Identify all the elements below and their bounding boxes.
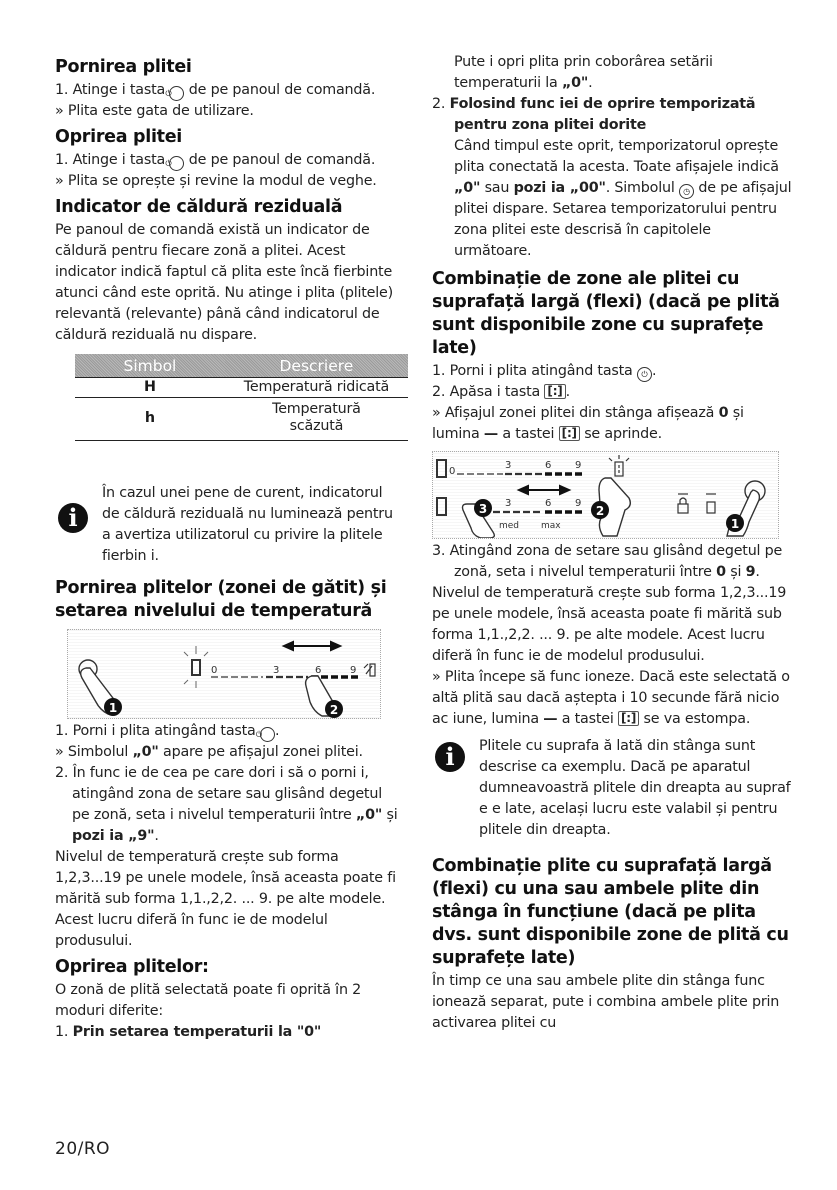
turn-off-step-2-title: 2. Folosind func iei de oprire temporizată pentru zona plitei dorite bbox=[432, 96, 756, 133]
slider-tick-label: 6 bbox=[315, 665, 322, 676]
flexi-zone-icon bbox=[364, 664, 375, 676]
double-arrow-icon bbox=[284, 642, 340, 650]
power-icon: ⏻ bbox=[260, 727, 275, 742]
power-icon: ⏻ bbox=[169, 86, 184, 101]
flexi-panel-illustration bbox=[433, 452, 778, 538]
timer-key-icon bbox=[706, 494, 716, 513]
callout-1-label: 1 bbox=[730, 517, 740, 531]
table-row bbox=[75, 398, 408, 441]
flexi-step-3: 3. Atingând zona de setare sau glisând degetul pe zonă, seta i nivelul temperaturii între 0 și 9. bbox=[432, 543, 783, 580]
info-note-power-failure: i În cazul unei pene de curent, indicatorul de căldură reziduală nu luminează pentru a avertiza utilizatorul cu privire la plitele fierbin i. bbox=[55, 483, 400, 567]
slider-tick-label: 3 bbox=[505, 498, 512, 509]
slider-tick-label: 6 bbox=[545, 460, 552, 471]
info-icon: i bbox=[435, 742, 465, 772]
section-title-turn-off-zones: Oprirea plitelor: bbox=[55, 957, 209, 977]
section-title-stop-hob: Oprirea plitei bbox=[55, 127, 182, 147]
result-start-hob: » Plita este gata de utilizare. bbox=[55, 103, 254, 119]
section-title-turn-on-zones: Pornirea plitelor (zonei de gătit) și setarea nivelului de temperatură bbox=[55, 578, 387, 621]
table-row bbox=[75, 378, 408, 398]
info-note-left-zones: i Plitele cu suprafa ă lată din stânga sunt descrise ca exemplu. Dacă pe aparatul dumneavoastră plitele din dreapta au supraf e e late, același lucru este valabil și pentru plitele din dreapta. bbox=[432, 736, 792, 841]
double-arrow-icon bbox=[519, 486, 569, 494]
left-column bbox=[55, 52, 400, 1043]
result-stop-hob: » Plita se oprește și revine la modul de veghe. bbox=[55, 173, 377, 189]
flexi-result-2: » Plita începe să func ioneze. Dacă este selectată o altă plită sau dacă aștepta i 10 secunde fără nicio ac iune, lumina — a tastei [:] se va estompa. bbox=[432, 669, 790, 727]
section-title-flexi-combination: Combinație plite cu suprafață largă (flexi) cu una sau ambele plite din stânga în funcțiune (dacă pe plita dvs. sunt disponibile zone de plită cu suprafețe late) bbox=[432, 856, 789, 968]
table-header-description: Descriere bbox=[225, 354, 408, 378]
step-start-hob: 1. Atinge i tasta ⏻ de pe panoul de comandă. bbox=[55, 80, 400, 101]
light-dash-icon: — bbox=[483, 426, 499, 442]
residual-heat-body: Pe panoul de comandă există un indicator de căldură pentru fiecare zonă a plitei. Acest indicator indică faptul că plita este încă fierbinte atunci când este oprită. Nu atinge i plita (plitele) relevantă (relevante) până când indicatorul de căldură reziduală nu dispare. bbox=[55, 222, 393, 343]
zone-display-icon bbox=[437, 498, 446, 515]
step-1-turn-on: 1. Porni i plita atingând tasta ⏻ . bbox=[55, 721, 400, 742]
flexi-step-2: 2. Apăsa i tasta [:] . bbox=[432, 384, 570, 400]
turn-off-step-1: 1. Prin setarea temperaturii la "0" bbox=[55, 1024, 322, 1040]
power-icon: ⏻ bbox=[637, 367, 652, 382]
section-title-flexi-zone: Combinație de zone ale plitei cu suprafață largă (flexi) (dacă pe plită sunt disponibile zone cu suprafețe late) bbox=[432, 269, 780, 358]
slider-tick-label: 0 bbox=[449, 466, 456, 477]
flexi-combination-body: În timp ce una sau ambele plite din stânga func ionează separat, pute i combina ambele plite prin activarea plitei cu bbox=[432, 973, 780, 1031]
control-panel-figure bbox=[67, 629, 381, 719]
temperature-level-body: Nivelul de temperatură crește sub forma 1,2,3...19 pe unele modele, însă aceasta poate fi mărită sub forma 1,1.,2,2. ... 9. pe alte modele. Acest lucru diferă în func ie de modelul produsului. bbox=[55, 849, 396, 949]
section-title-residual-heat: Indicator de căldură reziduală bbox=[55, 197, 343, 217]
flexi-result-1: » Afișajul zonei plitei din stânga afișează 0 și lumina — a tastei [:] se aprinde. bbox=[432, 405, 744, 442]
flexi-step-1: 1. Porni i plita atingând tasta ⏻ . bbox=[432, 361, 792, 382]
callout-1-label: 1 bbox=[108, 701, 118, 715]
turn-off-body: O zonă de plită selectată poate fi oprită în 2 moduri diferite: bbox=[55, 982, 362, 1019]
page-number: 20/RO bbox=[55, 1139, 111, 1159]
info-icon: i bbox=[58, 503, 88, 533]
light-dash-icon: — bbox=[543, 711, 558, 727]
callout-2-label: 2 bbox=[329, 703, 339, 717]
zone-display-icon bbox=[192, 660, 200, 675]
display-glow-icon bbox=[184, 646, 208, 688]
max-label: max bbox=[541, 521, 561, 531]
table-cell-description: Temperatură scăzută bbox=[225, 398, 408, 441]
timer-icon: ◷ bbox=[679, 184, 694, 199]
slider-tick-label: 0 bbox=[211, 665, 218, 676]
slider-tick-label: 9 bbox=[575, 498, 582, 509]
result-1-turn-on: » Simbolul „0" apare pe afișajul zonei plitei. bbox=[55, 744, 363, 760]
flexi-key-icon: [:] bbox=[544, 384, 565, 399]
slider-tick-label: 9 bbox=[575, 460, 582, 471]
power-icon: ⏻ bbox=[169, 156, 184, 171]
flexi-key-icon bbox=[609, 455, 629, 476]
flexi-temperature-body: Nivelul de temperatură crește sub forma 1,2,3...19 pe unele modele, însă aceasta poate fi mărită sub forma 1,1.,2,2. ... 9. pe alte modele. Acest lucru diferă în func ie de modelul produsului. bbox=[432, 585, 787, 664]
lock-icon bbox=[678, 494, 688, 513]
med-label: med bbox=[499, 521, 520, 531]
control-panel-illustration bbox=[68, 630, 380, 718]
table-cell-symbol: H bbox=[75, 378, 225, 398]
step-2-set-level: 2. În func ie de cea pe care dori i să o porni i, atingând zona de setare sau glisând degetul pe zonă, seta i nivelul temperaturii între „0" și pozi ia „9". bbox=[55, 765, 398, 844]
flexi-key-icon: [:] bbox=[618, 711, 639, 726]
right-column bbox=[432, 52, 792, 1034]
step-stop-hob: 1. Atinge i tasta ⏻ de pe panoul de comandă. bbox=[55, 150, 400, 171]
table-cell-description: Temperatură ridicată bbox=[225, 378, 408, 398]
slider-tick-label: 9 bbox=[350, 665, 357, 676]
table-cell-symbol: h bbox=[75, 398, 225, 441]
residual-heat-table bbox=[75, 354, 408, 441]
callout-3-label: 3 bbox=[478, 502, 488, 516]
flexi-key-icon: [:] bbox=[559, 426, 580, 441]
table-header-symbol: Simbol bbox=[75, 354, 225, 378]
callout-2-label: 2 bbox=[595, 504, 605, 518]
zone-display-icon bbox=[437, 460, 446, 477]
turn-off-step-2-body: Când timpul este oprit, temporizatorul oprește plita conectată la acesta. Toate afișajele indică „0" sau pozi ia „00". Simbolul ◷ de pe afișajul plitei dispare. Setarea temporizatorului pentru zona plitei este descrisă în capitolele următoare. bbox=[454, 138, 792, 259]
turn-off-continued: Pute i opri plita prin coborârea setării temperaturii la „0". bbox=[454, 54, 713, 91]
slider-tick-label: 3 bbox=[505, 460, 512, 471]
slider-tick-label: 6 bbox=[545, 498, 552, 509]
slider-tick-label: 3 bbox=[273, 665, 280, 676]
flexi-panel-figure bbox=[432, 451, 779, 539]
section-title-start-hob: Pornirea plitei bbox=[55, 57, 192, 77]
